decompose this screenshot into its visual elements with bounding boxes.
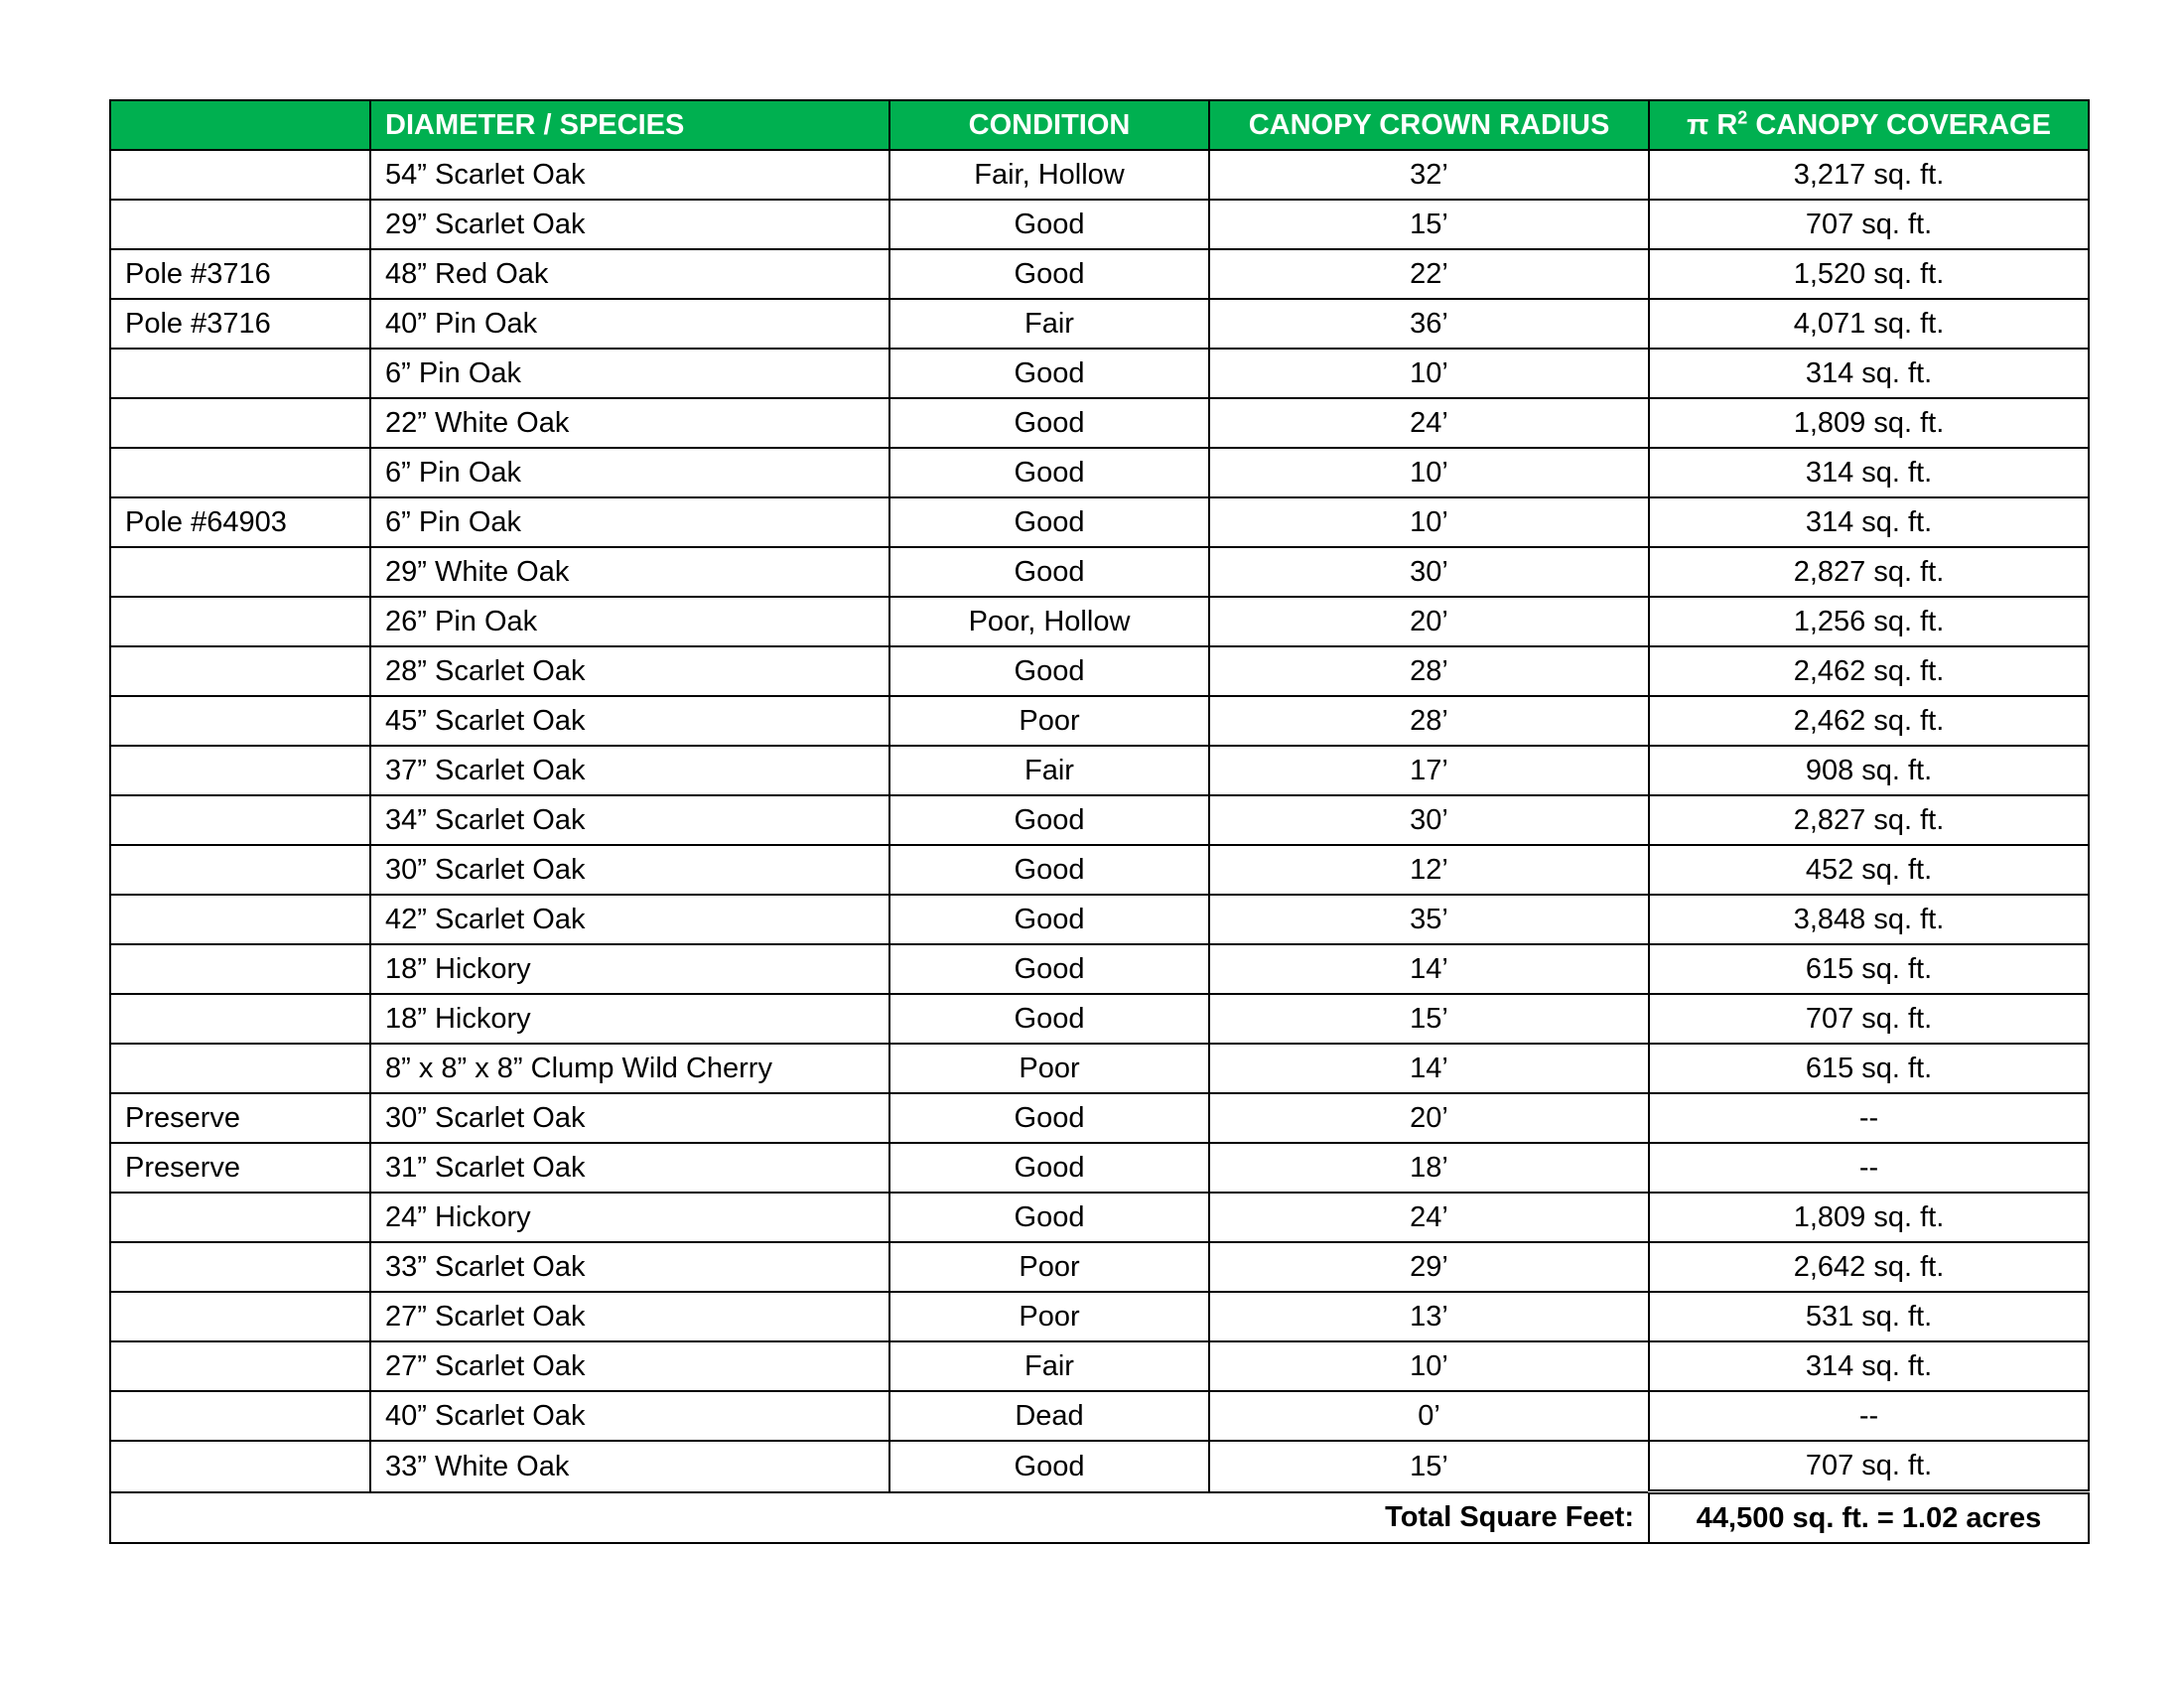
cell-coverage: 2,827 sq. ft. (1649, 547, 2089, 597)
cell-species: 29” Scarlet Oak (370, 200, 889, 249)
cell-coverage: -- (1649, 1143, 2089, 1193)
cell-condition: Good (889, 200, 1209, 249)
header-coverage-pre: π R (1687, 109, 1738, 141)
cell-coverage: 4,071 sq. ft. (1649, 299, 2089, 349)
cell-species: 48” Red Oak (370, 249, 889, 299)
cell-condition: Good (889, 1143, 1209, 1193)
cell-location (110, 746, 370, 795)
cell-radius: 15’ (1209, 1441, 1649, 1492)
cell-radius: 10’ (1209, 448, 1649, 497)
cell-radius: 30’ (1209, 795, 1649, 845)
cell-condition: Good (889, 249, 1209, 299)
table-row (110, 547, 2089, 597)
cell-radius: 15’ (1209, 200, 1649, 249)
cell-species: 29” White Oak (370, 547, 889, 597)
cell-location (110, 1292, 370, 1341)
table-body (110, 150, 2089, 1492)
table-row (110, 200, 2089, 249)
cell-radius: 30’ (1209, 547, 1649, 597)
cell-coverage: -- (1649, 1391, 2089, 1441)
cell-radius: 12’ (1209, 845, 1649, 895)
cell-radius: 24’ (1209, 1193, 1649, 1242)
cell-radius: 29’ (1209, 1242, 1649, 1292)
cell-radius: 20’ (1209, 597, 1649, 646)
cell-condition: Good (889, 1193, 1209, 1242)
table-row (110, 1044, 2089, 1093)
table-row (110, 150, 2089, 200)
cell-condition: Good (889, 1441, 1209, 1492)
cell-radius: 22’ (1209, 249, 1649, 299)
table-row (110, 746, 2089, 795)
cell-location (110, 1193, 370, 1242)
cell-coverage: 615 sq. ft. (1649, 1044, 2089, 1093)
cell-coverage: 314 sq. ft. (1649, 497, 2089, 547)
cell-location (110, 944, 370, 994)
cell-species: 31” Scarlet Oak (370, 1143, 889, 1193)
cell-condition: Poor (889, 1044, 1209, 1093)
cell-coverage: 707 sq. ft. (1649, 994, 2089, 1044)
cell-condition: Good (889, 497, 1209, 547)
cell-coverage: 1,256 sq. ft. (1649, 597, 2089, 646)
cell-radius: 28’ (1209, 696, 1649, 746)
cell-coverage: 452 sq. ft. (1649, 845, 2089, 895)
cell-species: 40” Pin Oak (370, 299, 889, 349)
table-footer (110, 1492, 2089, 1544)
cell-condition: Fair (889, 1341, 1209, 1391)
header-diameter-species: DIAMETER / SPECIES (370, 100, 889, 150)
cell-species: 8” x 8” x 8” Clump Wild Cherry (370, 1044, 889, 1093)
cell-radius: 10’ (1209, 497, 1649, 547)
cell-location (110, 994, 370, 1044)
table-row (110, 1292, 2089, 1341)
cell-location (110, 1341, 370, 1391)
table-row (110, 845, 2089, 895)
cell-location (110, 895, 370, 944)
cell-condition: Good (889, 994, 1209, 1044)
cell-species: 27” Scarlet Oak (370, 1292, 889, 1341)
cell-coverage: 2,462 sq. ft. (1649, 696, 2089, 746)
cell-location: Pole #3716 (110, 299, 370, 349)
cell-condition: Fair, Hollow (889, 150, 1209, 200)
table-row (110, 597, 2089, 646)
cell-location (110, 1391, 370, 1441)
table-row (110, 646, 2089, 696)
cell-condition: Good (889, 547, 1209, 597)
cell-radius: 14’ (1209, 1044, 1649, 1093)
cell-condition: Fair (889, 299, 1209, 349)
cell-species: 18” Hickory (370, 994, 889, 1044)
cell-radius: 17’ (1209, 746, 1649, 795)
cell-condition: Good (889, 944, 1209, 994)
cell-radius: 10’ (1209, 349, 1649, 398)
cell-species: 28” Scarlet Oak (370, 646, 889, 696)
cell-location (110, 646, 370, 696)
cell-radius: 36’ (1209, 299, 1649, 349)
cell-radius: 20’ (1209, 1093, 1649, 1143)
table-row (110, 895, 2089, 944)
cell-condition: Good (889, 1093, 1209, 1143)
table-row (110, 1441, 2089, 1492)
cell-coverage: 707 sq. ft. (1649, 200, 2089, 249)
cell-condition: Good (889, 795, 1209, 845)
header-canopy-crown-radius: CANOPY CROWN RADIUS (1209, 100, 1649, 150)
cell-radius: 14’ (1209, 944, 1649, 994)
table-row (110, 1242, 2089, 1292)
cell-species: 37” Scarlet Oak (370, 746, 889, 795)
cell-radius: 24’ (1209, 398, 1649, 448)
cell-radius: 0’ (1209, 1391, 1649, 1441)
cell-location: Pole #3716 (110, 249, 370, 299)
cell-condition: Poor, Hollow (889, 597, 1209, 646)
cell-location (110, 597, 370, 646)
header-row (110, 100, 2089, 150)
cell-coverage: 707 sq. ft. (1649, 1441, 2089, 1492)
cell-location: Pole #64903 (110, 497, 370, 547)
cell-condition: Poor (889, 1242, 1209, 1292)
total-row (110, 1492, 2089, 1544)
cell-radius: 28’ (1209, 646, 1649, 696)
cell-species: 34” Scarlet Oak (370, 795, 889, 845)
cell-location (110, 547, 370, 597)
cell-coverage: 314 sq. ft. (1649, 1341, 2089, 1391)
cell-species: 42” Scarlet Oak (370, 895, 889, 944)
cell-location (110, 448, 370, 497)
cell-location: Preserve (110, 1143, 370, 1193)
cell-coverage: 3,217 sq. ft. (1649, 150, 2089, 200)
cell-condition: Good (889, 448, 1209, 497)
cell-location (110, 795, 370, 845)
cell-coverage: 2,827 sq. ft. (1649, 795, 2089, 845)
cell-species: 45” Scarlet Oak (370, 696, 889, 746)
cell-coverage: 2,642 sq. ft. (1649, 1242, 2089, 1292)
cell-species: 33” White Oak (370, 1441, 889, 1492)
header-canopy-coverage (1649, 100, 2089, 150)
cell-radius: 35’ (1209, 895, 1649, 944)
cell-species: 30” Scarlet Oak (370, 1093, 889, 1143)
cell-radius: 10’ (1209, 1341, 1649, 1391)
table-row (110, 448, 2089, 497)
cell-location (110, 845, 370, 895)
cell-coverage: 1,520 sq. ft. (1649, 249, 2089, 299)
cell-coverage: 1,809 sq. ft. (1649, 398, 2089, 448)
header-location (110, 100, 370, 150)
cell-coverage: -- (1649, 1093, 2089, 1143)
cell-coverage: 615 sq. ft. (1649, 944, 2089, 994)
cell-location (110, 1441, 370, 1492)
cell-species: 26” Pin Oak (370, 597, 889, 646)
cell-coverage: 314 sq. ft. (1649, 448, 2089, 497)
header-condition: CONDITION (889, 100, 1209, 150)
cell-condition: Good (889, 845, 1209, 895)
header-coverage-post: CANOPY COVERAGE (1747, 109, 2051, 141)
cell-species: 6” Pin Oak (370, 448, 889, 497)
table-row (110, 696, 2089, 746)
total-value: 44,500 sq. ft. = 1.02 acres (1649, 1492, 2089, 1544)
table-row (110, 249, 2089, 299)
table-header (110, 100, 2089, 150)
cell-coverage: 3,848 sq. ft. (1649, 895, 2089, 944)
cell-species: 30” Scarlet Oak (370, 845, 889, 895)
cell-condition: Good (889, 349, 1209, 398)
cell-coverage: 531 sq. ft. (1649, 1292, 2089, 1341)
table-row (110, 1143, 2089, 1193)
cell-location (110, 696, 370, 746)
cell-condition: Poor (889, 696, 1209, 746)
table-row (110, 398, 2089, 448)
table-row (110, 1391, 2089, 1441)
cell-location (110, 150, 370, 200)
cell-radius: 32’ (1209, 150, 1649, 200)
cell-coverage: 908 sq. ft. (1649, 746, 2089, 795)
table-row (110, 1093, 2089, 1143)
table-row (110, 944, 2089, 994)
cell-condition: Dead (889, 1391, 1209, 1441)
cell-location (110, 1242, 370, 1292)
cell-condition: Fair (889, 746, 1209, 795)
table-row (110, 497, 2089, 547)
cell-species: 6” Pin Oak (370, 497, 889, 547)
cell-species: 18” Hickory (370, 944, 889, 994)
table-row (110, 1341, 2089, 1391)
cell-radius: 13’ (1209, 1292, 1649, 1341)
cell-condition: Poor (889, 1292, 1209, 1341)
cell-location (110, 200, 370, 249)
cell-species: 27” Scarlet Oak (370, 1341, 889, 1391)
table-row (110, 349, 2089, 398)
cell-species: 24” Hickory (370, 1193, 889, 1242)
cell-location (110, 349, 370, 398)
cell-species: 40” Scarlet Oak (370, 1391, 889, 1441)
cell-coverage: 1,809 sq. ft. (1649, 1193, 2089, 1242)
cell-condition: Good (889, 895, 1209, 944)
cell-location: Preserve (110, 1093, 370, 1143)
table-row (110, 299, 2089, 349)
cell-species: 22” White Oak (370, 398, 889, 448)
tree-canopy-table (109, 99, 2090, 1544)
cell-radius: 15’ (1209, 994, 1649, 1044)
cell-coverage: 2,462 sq. ft. (1649, 646, 2089, 696)
header-coverage-sup: 2 (1737, 107, 1748, 128)
cell-species: 54” Scarlet Oak (370, 150, 889, 200)
cell-species: 33” Scarlet Oak (370, 1242, 889, 1292)
cell-location (110, 1044, 370, 1093)
table-row (110, 1193, 2089, 1242)
total-label: Total Square Feet: (110, 1492, 1649, 1544)
cell-coverage: 314 sq. ft. (1649, 349, 2089, 398)
cell-condition: Good (889, 398, 1209, 448)
cell-condition: Good (889, 646, 1209, 696)
table-row (110, 795, 2089, 845)
cell-species: 6” Pin Oak (370, 349, 889, 398)
cell-radius: 18’ (1209, 1143, 1649, 1193)
cell-location (110, 398, 370, 448)
table-row (110, 994, 2089, 1044)
